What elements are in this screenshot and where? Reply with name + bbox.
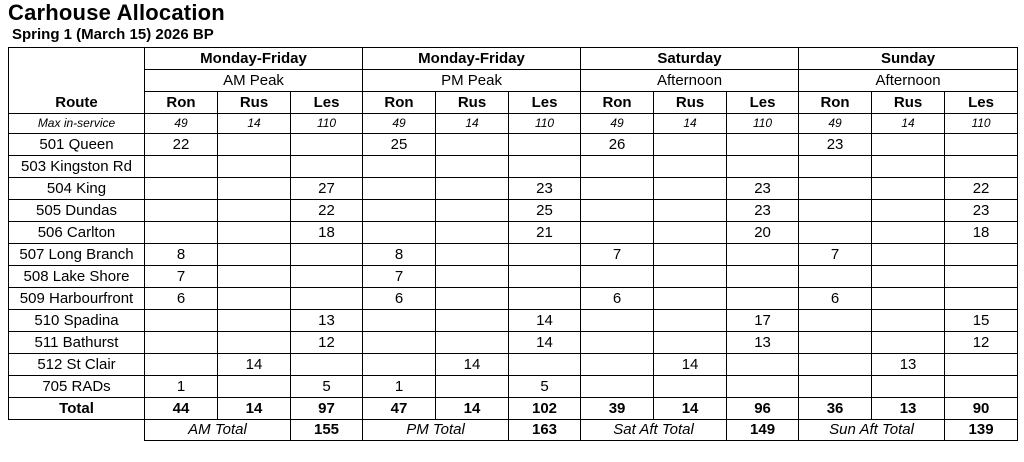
allocation-cell [799,222,872,244]
allocation-cell [799,376,872,398]
allocation-cell [145,200,218,222]
max-in-service-value: 110 [509,114,581,134]
allocation-cell: 7 [363,266,436,288]
allocation-cell [363,310,436,332]
total-value: 102 [509,398,581,420]
period-total-value: 155 [291,420,363,441]
max-in-service-value: 110 [945,114,1018,134]
allocation-cell: 20 [727,222,799,244]
max-in-service-row [9,114,1018,134]
allocation-cell [436,222,509,244]
route-name: 510 Spadina [9,310,145,332]
route-name: 512 St Clair [9,354,145,376]
page-title: Carhouse Allocation [8,0,225,25]
allocation-cell: 25 [509,200,581,222]
allocation-cell: 14 [509,332,581,354]
allocation-cell [363,200,436,222]
allocation-cell [291,156,363,178]
period-header: Afternoon [581,70,799,92]
allocation-cell: 26 [581,134,654,156]
allocation-cell: 23 [799,134,872,156]
table-row [9,376,1018,398]
allocation-cell [218,266,291,288]
allocation-cell [581,354,654,376]
total-value: 96 [727,398,799,420]
allocation-table [8,47,1018,441]
allocation-cell [799,354,872,376]
allocation-cell [218,134,291,156]
route-name: 504 King [9,178,145,200]
route-name: 509 Harbourfront [9,288,145,310]
allocation-cell: 12 [291,332,363,354]
allocation-cell [436,134,509,156]
table-row [9,332,1018,354]
max-in-service-value: 49 [363,114,436,134]
allocation-cell: 23 [509,178,581,200]
allocation-cell: 6 [799,288,872,310]
total-value: 36 [799,398,872,420]
carhouse-header: Rus [218,92,291,114]
allocation-cell [436,376,509,398]
allocation-cell: 13 [291,310,363,332]
allocation-cell [872,156,945,178]
allocation-cell [945,244,1018,266]
allocation-cell [799,156,872,178]
header-carhouse-row [9,92,1018,114]
carhouse-header: Les [509,92,581,114]
allocation-cell [291,266,363,288]
allocation-cell: 13 [727,332,799,354]
blank-cell [9,420,145,441]
total-value: 44 [145,398,218,420]
allocation-cell [581,222,654,244]
table-row [9,222,1018,244]
carhouse-header: Ron [799,92,872,114]
allocation-cell: 22 [945,178,1018,200]
allocation-cell: 14 [654,354,727,376]
carhouse-header: Les [727,92,799,114]
allocation-cell [654,332,727,354]
allocation-cell [872,222,945,244]
allocation-cell [218,376,291,398]
table-row [9,310,1018,332]
allocation-cell [581,332,654,354]
allocation-cell [727,266,799,288]
totals-row [9,398,1018,420]
table-row [9,266,1018,288]
allocation-cell: 14 [218,354,291,376]
allocation-cell [872,200,945,222]
allocation-cell [509,288,581,310]
header-group-row [9,48,1018,70]
max-in-service-value: 14 [654,114,727,134]
allocation-cell [581,310,654,332]
total-value: 14 [218,398,291,420]
allocation-cell [145,332,218,354]
allocation-cell [727,156,799,178]
allocation-cell [218,332,291,354]
allocation-cell: 22 [145,134,218,156]
allocation-cell [218,222,291,244]
total-value: 13 [872,398,945,420]
allocation-cell [581,266,654,288]
allocation-cell: 25 [363,134,436,156]
route-name: 505 Dundas [9,200,145,222]
allocation-cell [654,376,727,398]
allocation-cell: 21 [509,222,581,244]
total-value: 14 [654,398,727,420]
allocation-cell [654,156,727,178]
allocation-cell: 13 [872,354,945,376]
allocation-cell: 6 [581,288,654,310]
allocation-cell [581,178,654,200]
period-header: Afternoon [799,70,1018,92]
allocation-cell: 17 [727,310,799,332]
allocation-cell [436,310,509,332]
allocation-cell [872,244,945,266]
carhouse-header: Ron [363,92,436,114]
allocation-cell [727,376,799,398]
table-row [9,354,1018,376]
allocation-cell [436,332,509,354]
allocation-cell [363,354,436,376]
allocation-cell: 8 [363,244,436,266]
allocation-cell [872,376,945,398]
period-total-value: 149 [727,420,799,441]
allocation-cell [581,200,654,222]
day-group-header: Monday-Friday [145,48,363,70]
allocation-cell [509,354,581,376]
max-in-service-value: 49 [145,114,218,134]
route-name: 511 Bathurst [9,332,145,354]
allocation-cell [145,178,218,200]
allocation-cell [945,376,1018,398]
allocation-cell [727,288,799,310]
allocation-cell [654,222,727,244]
period-total-value: 163 [509,420,581,441]
allocation-cell: 23 [945,200,1018,222]
route-name: 508 Lake Shore [9,266,145,288]
allocation-cell [509,134,581,156]
max-in-service-value: 49 [799,114,872,134]
carhouse-header: Ron [581,92,654,114]
carhouse-header: Ron [145,92,218,114]
allocation-cell: 18 [945,222,1018,244]
allocation-cell [581,376,654,398]
allocation-cell [727,354,799,376]
route-name: 507 Long Branch [9,244,145,266]
max-in-service-value: 14 [218,114,291,134]
allocation-cell [218,156,291,178]
period-header: AM Peak [145,70,363,92]
table-row [9,288,1018,310]
route-name: 506 Carlton [9,222,145,244]
allocation-cell [363,178,436,200]
allocation-cell: 7 [799,244,872,266]
allocation-cell [654,200,727,222]
carhouse-header: Les [291,92,363,114]
allocation-cell [945,288,1018,310]
total-value: 47 [363,398,436,420]
carhouse-header: Rus [436,92,509,114]
grand-totals-row [9,420,1018,441]
carhouse-header: Rus [654,92,727,114]
allocation-cell [291,244,363,266]
allocation-cell [145,222,218,244]
allocation-cell: 14 [436,354,509,376]
allocation-cell: 14 [509,310,581,332]
table-row [9,156,1018,178]
allocation-cell: 1 [363,376,436,398]
allocation-cell [799,266,872,288]
day-group-header: Saturday [581,48,799,70]
allocation-cell [436,200,509,222]
carhouse-header: Les [945,92,1018,114]
allocation-cell: 23 [727,200,799,222]
allocation-cell [654,178,727,200]
allocation-cell [436,156,509,178]
allocation-cell: 22 [291,200,363,222]
allocation-cell [799,310,872,332]
allocation-cell [291,288,363,310]
allocation-cell [436,178,509,200]
allocation-cell: 27 [291,178,363,200]
allocation-cell [509,156,581,178]
allocation-cell [654,244,727,266]
allocation-cell [363,332,436,354]
period-total-label: Sun Aft Total [799,420,945,441]
allocation-cell [872,178,945,200]
allocation-cell [218,288,291,310]
allocation-cell [799,332,872,354]
allocation-cell [436,266,509,288]
table-row [9,200,1018,222]
carhouse-header: Rus [872,92,945,114]
allocation-cell [218,310,291,332]
allocation-cell [363,222,436,244]
table-row [9,134,1018,156]
page-subtitle: Spring 1 (March 15) 2026 BP [12,26,214,43]
period-total-label: PM Total [363,420,509,441]
allocation-cell [799,178,872,200]
allocation-cell [218,244,291,266]
allocation-cell [799,200,872,222]
period-header: PM Peak [363,70,581,92]
max-in-service-value: 14 [872,114,945,134]
header-period-row [9,70,1018,92]
allocation-cell [218,178,291,200]
allocation-cell: 18 [291,222,363,244]
allocation-cell [945,266,1018,288]
max-in-service-value: 110 [727,114,799,134]
allocation-cell: 5 [509,376,581,398]
allocation-cell [509,244,581,266]
total-value: 14 [436,398,509,420]
total-value: 39 [581,398,654,420]
allocation-cell [654,310,727,332]
allocation-cell [581,156,654,178]
day-group-header: Monday-Friday [363,48,581,70]
allocation-cell: 1 [145,376,218,398]
max-in-service-value: 49 [581,114,654,134]
max-in-service-value: 14 [436,114,509,134]
allocation-cell: 12 [945,332,1018,354]
allocation-cell [872,310,945,332]
allocation-cell [654,288,727,310]
allocation-cell [945,156,1018,178]
route-header: Route [9,48,145,114]
allocation-cell [872,332,945,354]
allocation-cell [145,156,218,178]
allocation-cell [291,354,363,376]
max-in-service-value: 110 [291,114,363,134]
allocation-cell [945,134,1018,156]
table-row [9,178,1018,200]
allocation-cell: 7 [581,244,654,266]
allocation-cell [509,266,581,288]
allocation-cell [145,310,218,332]
allocation-cell: 6 [363,288,436,310]
period-total-value: 139 [945,420,1018,441]
allocation-cell [145,354,218,376]
allocation-cell [436,288,509,310]
max-in-service-label: Max in-service [9,114,145,134]
table-row [9,244,1018,266]
allocation-cell: 15 [945,310,1018,332]
allocation-cell: 8 [145,244,218,266]
allocation-cell [727,134,799,156]
total-value: 97 [291,398,363,420]
allocation-cell [218,200,291,222]
period-total-label: Sat Aft Total [581,420,727,441]
route-name: 705 RADs [9,376,145,398]
total-value: 90 [945,398,1018,420]
allocation-cell: 23 [727,178,799,200]
allocation-cell [654,266,727,288]
allocation-cell [436,244,509,266]
allocation-cell: 6 [145,288,218,310]
route-name: 501 Queen [9,134,145,156]
period-total-label: AM Total [145,420,291,441]
allocation-cell [291,134,363,156]
allocation-cell [872,266,945,288]
allocation-cell [945,354,1018,376]
total-label: Total [9,398,145,420]
allocation-cell [654,134,727,156]
allocation-cell: 5 [291,376,363,398]
day-group-header: Sunday [799,48,1018,70]
allocation-cell [872,288,945,310]
route-name: 503 Kingston Rd [9,156,145,178]
allocation-cell [872,134,945,156]
allocation-cell [363,156,436,178]
allocation-cell [727,244,799,266]
allocation-cell: 7 [145,266,218,288]
